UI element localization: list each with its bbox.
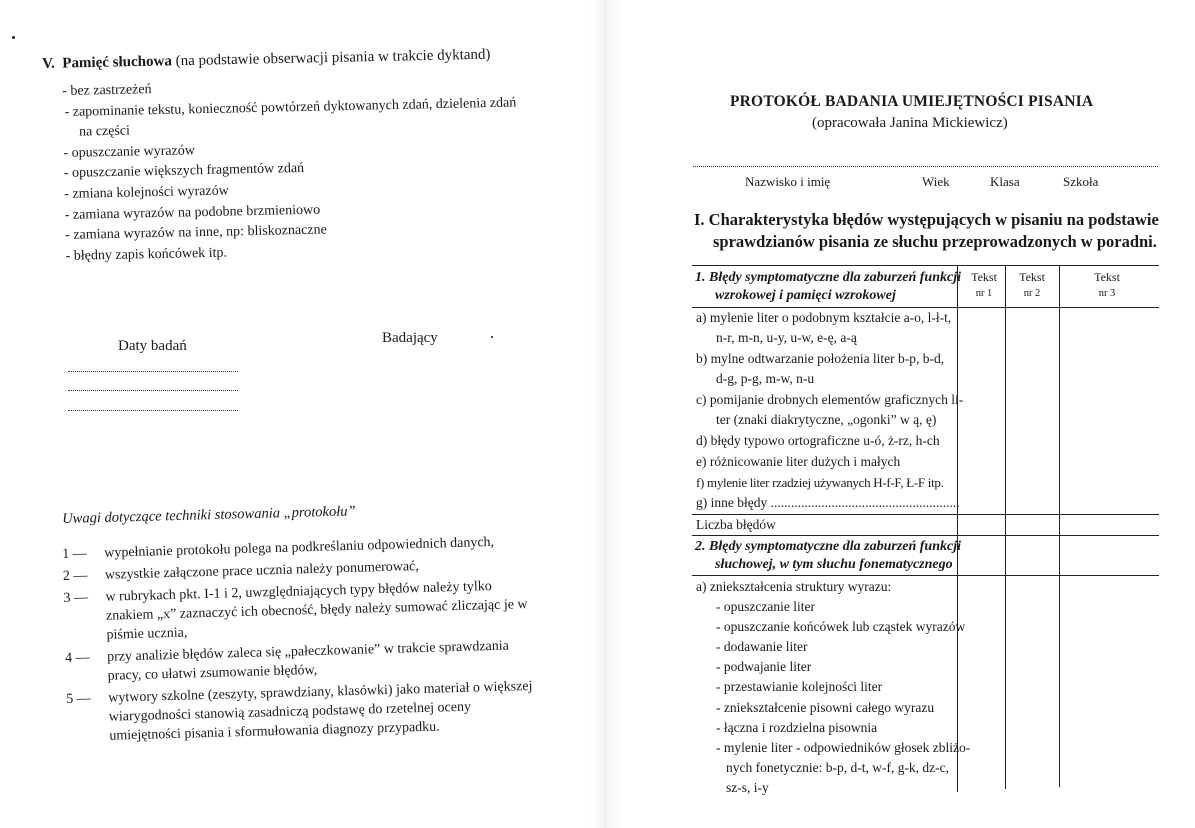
scan-speck <box>491 336 493 338</box>
protocol-title: PROTOKÓŁ BADANIA UMIEJĘTNOŚCI PISANIA <box>730 93 1094 110</box>
group1-row: d-g, p-g, m-w, n-u <box>716 371 815 386</box>
table-rule <box>692 535 1159 536</box>
col-header-text-1 <box>959 270 1009 301</box>
note-item <box>63 576 542 646</box>
note-text: wytwory szkolne (zeszyty, sprawdziany, klasówki) jako materiał o większej wiarygodności stanowią zasadniczą podstawę do rzetelnej oceny umiejętności pisania i sformułowania diagnozy przypadku. <box>108 678 533 744</box>
memory-items-list <box>62 72 536 267</box>
col-header-label: Tekst <box>1019 270 1045 284</box>
group2-row: - podwajanie liter <box>716 659 812 674</box>
group1-row: a) mylenie liter o podobnym kształcie a-o, l-ł-t, <box>696 310 952 325</box>
error-count-label: Liczba błędów <box>696 517 776 532</box>
col-header-label: Tekst <box>971 270 997 284</box>
col-header-number: nr 3 <box>1098 288 1116 299</box>
table-column-rule <box>957 265 958 792</box>
col-header-text-3 <box>1082 270 1132 301</box>
group1-row: b) mylne odtwarzanie położenia liter b-p, b-d, <box>696 351 945 366</box>
left-page <box>0 0 590 828</box>
group1-row: n-r, m-n, u-y, u-w, e-ę, a-ą <box>716 330 857 345</box>
group2-row: nych fonetycznie: b-p, d-t, w-f, g-k, dz-c, <box>726 760 950 775</box>
group1-row: e) różnicowanie liter dużych i małych <box>696 454 901 469</box>
section-v-title <box>42 47 491 73</box>
notes-list <box>62 532 546 750</box>
group2-row: a) zniekształcenia struktury wyrazu: <box>696 579 892 594</box>
section-i-line-2: sprawdzianów pisania ze słuchu przeprowadzonych w poradni. <box>713 232 1157 251</box>
note-text: przy analizie błędów zaleca się „pałeczkowanie” w trakcie sprawdzania pracy, co ułatwi zsumowanie błędów, <box>106 638 510 684</box>
group1-heading-line-1: 1. Błędy symptomatyczne dla zaburzeń funkcji <box>695 270 961 285</box>
memory-item: - zamiana wyrazów na podobne brzmieniowo <box>65 196 535 226</box>
group1-row: g) inne błędy ........................................................ <box>696 495 960 510</box>
name-dotted-line <box>693 166 1158 167</box>
col-header-number: nr 1 <box>975 288 993 299</box>
group2-row: sz-s, i-y <box>726 780 769 795</box>
group2-row: - zniekształcenie pisowni całego wyrazu <box>716 700 935 715</box>
error-table <box>692 262 1159 794</box>
field-name: Nazwisko i imię <box>745 174 831 189</box>
col-header-text-2 <box>1007 270 1057 301</box>
group1-row: d) błędy typowo ortograficzne u-ó, ż-rz, h-ch <box>696 433 940 448</box>
section-v-number: V. <box>42 55 55 72</box>
col-header-label: Tekst <box>1094 270 1120 284</box>
note-item <box>66 677 545 747</box>
note-number: 5 — <box>66 691 92 707</box>
right-page <box>600 0 1195 828</box>
section-v-heading: Pamięć słuchowa <box>62 53 173 72</box>
field-age: Wiek <box>922 174 950 189</box>
note-text: wszystkie załączone prace ucznia należy ponumerować, <box>104 559 420 583</box>
scan-speck <box>12 36 15 39</box>
memory-item: - zamiana wyrazów na inne, np: bliskoznaczne <box>65 216 535 246</box>
table-column-rule <box>1059 265 1060 787</box>
section-i-line-1: I. Charakterystyka błędów występujących w pisaniu na podstawie <box>694 210 1159 229</box>
table-column-rule <box>1005 265 1006 789</box>
note-number: 1 — <box>62 546 87 562</box>
group2-row: - przestawianie kolejności liter <box>716 679 883 694</box>
memory-item: - opuszczanie większych fragmentów zdań <box>64 155 534 185</box>
table-rule <box>692 265 1159 266</box>
group2-row: - mylenie liter - odpowiedników głosek zbliżo- <box>716 740 971 755</box>
group2-heading-line-1: 2. Błędy symptomatyczne dla zaburzeń funkcji <box>695 539 961 554</box>
field-class: Klasa <box>990 174 1020 189</box>
badajacy-label: Badający <box>382 330 438 346</box>
date-line-3 <box>68 410 238 411</box>
section-v-note: (na podstawie obserwacji pisania w trakcie dyktand) <box>175 46 491 70</box>
daty-badan-label: Daty badań <box>118 338 187 354</box>
group1-row: ter (znaki diakrytyczne, „ogonki” w ą, ę) <box>716 412 937 427</box>
date-line-2 <box>68 390 238 391</box>
group1-row: c) pomijanie drobnych elementów graficznych li- <box>696 392 964 407</box>
note-number: 2 — <box>62 568 88 584</box>
group1-heading-line-2: wzrokowej i pamięci wzrokowej <box>715 288 896 303</box>
field-school: Szkoła <box>1063 174 1099 189</box>
memory-item: - błędny zapis końcówek itp. <box>65 237 535 267</box>
note-number: 4 — <box>64 650 90 666</box>
col-header-number: nr 2 <box>1023 288 1041 299</box>
group2-row: - opuszczanie liter <box>716 599 815 614</box>
note-number: 3 — <box>63 590 89 606</box>
group2-row: - opuszczanie końcówek lub cząstek wyrazów <box>716 619 966 634</box>
memory-item: - bez zastrzeżeń <box>62 72 532 102</box>
date-line-1 <box>68 371 238 372</box>
group2-row: - łączna i rozdzielna pisownia <box>716 720 878 735</box>
group2-row: - dodawanie liter <box>716 639 808 654</box>
section-i-heading <box>694 209 1164 253</box>
note-text: wypełnianie protokołu polega na podkreślaniu odpowiednich danych, <box>104 534 495 561</box>
uwagi-title: Uwagi dotyczące techniki stosowania „protokołu” <box>62 503 356 527</box>
memory-item: - zmiana kolejności wyrazów <box>64 175 534 205</box>
table-rule <box>692 575 1159 576</box>
memory-item: - zapominanie tekstu, konieczność powtórzeń dyktowanych zdań, dzielenia zdań na części <box>62 93 533 144</box>
note-text: w rubrykach pkt. I-1 i 2, uwzględniających typy błędów należy tylko znakiem „x” zaznaczyć ich obecność, błędy należy sumować zliczając je w piśmie ucznia, <box>105 579 528 643</box>
memory-item: - opuszczanie wyrazów <box>63 134 533 164</box>
protocol-subtitle: (opracowała Janina Mickiewicz) <box>812 115 1008 131</box>
group2-heading-line-2: słuchowej, w tym słuchu fonematycznego <box>715 557 953 572</box>
group1-row: f) mylenie liter rzadziej używanych H-f-F, Ł-F itp. <box>696 475 944 490</box>
